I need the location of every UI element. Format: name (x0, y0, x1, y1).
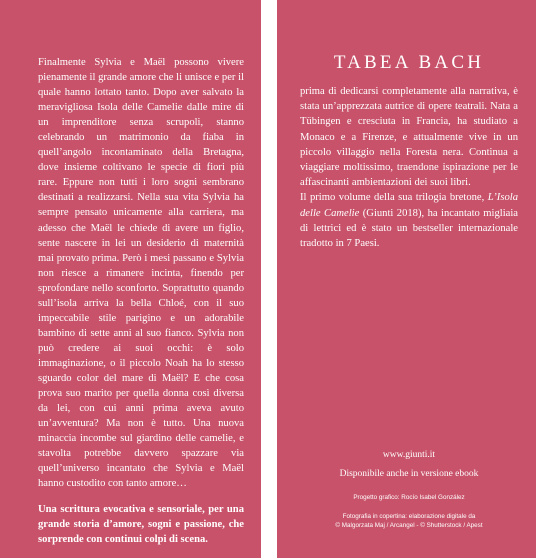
photo-credit-line-1: Fotografia in copertina: elaborazione digitale da (342, 513, 476, 520)
author-bio: prima di dedicarsi completamente alla narrativa, è stata un’apprezzata autrice di opere teatrali. Nata a Tübingen e cresciuta in Francia, ha studiato a Monaco e a Firenze, e attualmente vive in un piccolo villaggio nella Foresta nera. Continua a viaggiare moltissimo, traendone ispirazione per le affascinanti ambientazioni dei suoi libri. (300, 86, 518, 189)
tagline-text: Una scrittura evocativa e sensoriale, per una grande storia d’amore, sogni e passione, che sorprende con continui colpi di scena. (38, 504, 244, 546)
synopsis-text: Finalmente Sylvia e Maël possono vivere pienamente il grande amore che li unisce e per il quale hanno lottato tanto. Dopo aver salvato la meravigliosa Isola delle Camelie dalle mire di un imprenditore senza scrupoli, stanno celebrando un matrimonio da fiaba in quell’angolo incontaminato della Bretagna, dove insieme coltivano le specie di fiori più rare. Eppure non tutti i loro sogni sembrano destinati a realizzarsi. Nella sua vita Sylvia ha sempre pensato unicamente alla carriera, ma adesso che Maël le chiede di avere un figlio, sente nascere in lei un desiderio di maternità mai provato prima. Però i mesi passano e Sylvia non riesce a rimanere incinta, finendo per sprofondare nello sconforto. Soprattutto quando sull’isola arriva la bella Chloé, con il suo impeccabile stile parigino e un adorabile bambino di sette anni al suo fianco. Sylvia non può credere ai suoi occhi: è solo immaginazione, o il piccolo Noah ha lo stesso sguardo color del mare di Maël? E che cosa prova suo marito per quella donna così diversa da lei, con cui anni prima aveva avuto un’avventura? Ma non è tutto. Una nuova minaccia incombe sul giardino delle camelie, e stavolta potrebbe davvero spazzare via quell’universo incantato che Sylvia e Maël hanno custodito con tanto amore… (38, 57, 244, 490)
front-flap (0, 0, 261, 558)
design-credit: Progetto grafico: Rocío Isabel González (353, 494, 465, 501)
book-title: L’Isola delle Camelie (300, 192, 518, 219)
flap-footer (300, 450, 518, 530)
author-name: TABEA BACH (333, 52, 485, 73)
bio-trilogy-intro: Il primo volume della sua trilogia bretone, (300, 192, 488, 204)
bio-trilogy-outro: (Giunti 2018), ha incantato migliaia di lettrici ed è stato un bestseller internazionale tradotto in 7 Paesi. (300, 207, 518, 250)
photo-credit-line-2: © Malgorzata Maj / Arcangel - © Shutterstock / Apest (335, 522, 483, 529)
author-bio-trilogy (300, 190, 518, 251)
back-flap (277, 0, 536, 558)
publisher-website: www.giunti.it (382, 450, 436, 460)
ebook-notice: Disponibile anche in versione ebook (339, 469, 479, 479)
